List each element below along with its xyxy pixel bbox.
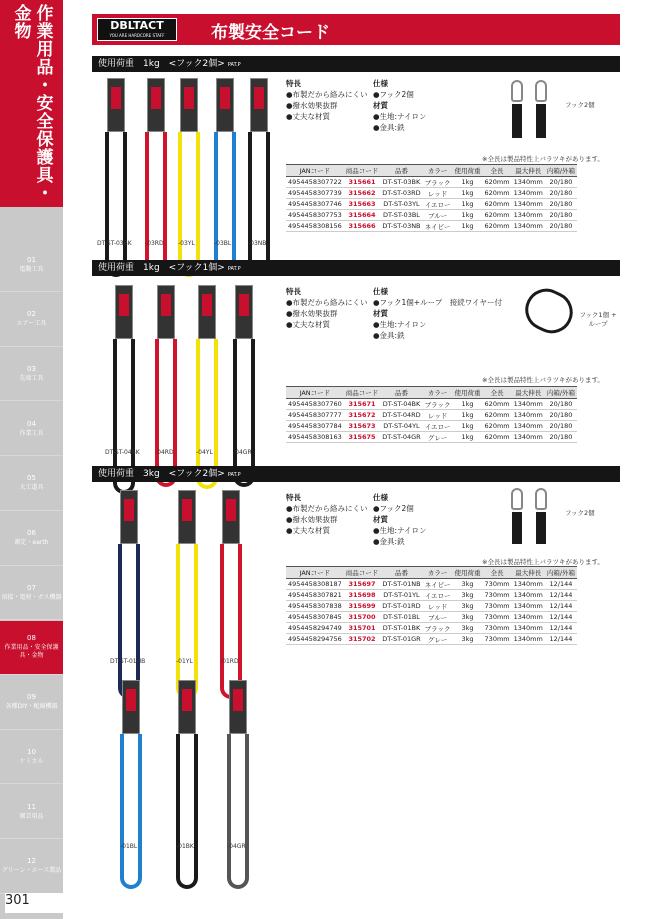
table-cell: 620mm [484, 189, 510, 197]
table-row [286, 210, 577, 221]
table-cell: 620mm [484, 433, 510, 441]
image-label-3: フック2個 [565, 509, 595, 517]
product-label: -04RD [155, 449, 174, 456]
sidebar-tab[interactable]: 08 作業用品・安全保護具・金物 [0, 621, 63, 675]
table-row [286, 399, 577, 410]
table-row [286, 221, 577, 232]
product-label: DT-ST-04BK [105, 449, 140, 456]
table-cell: 1340mm [513, 624, 543, 632]
product-label: -03RD [145, 240, 164, 247]
product-table-3 [286, 566, 577, 645]
table-cell: 730mm [484, 580, 510, 588]
table-cell: 315699 [344, 601, 381, 612]
table-cell: DT-ST-01BL [380, 612, 422, 623]
table-cell: 1kg [453, 177, 483, 188]
table-cell: 3kg [453, 601, 483, 612]
column-header: 内箱/外箱 [545, 387, 577, 399]
table-header-row [286, 387, 577, 399]
spec-2: 仕様 ●フック1個+ループ 接続ワイヤー付 材質 ●生地:ナイロン ●金具:鉄 [373, 287, 502, 340]
table-cell: 1kg [453, 221, 483, 232]
table-cell: 315662 [344, 188, 381, 199]
table-row [286, 421, 577, 432]
table-row [286, 188, 577, 199]
column-header: 最大伸長 [512, 387, 545, 399]
features-2: 特長 ●布製だから絡みにくい ●撥水効果抜群 ●丈夫な材質 [286, 287, 368, 329]
table-cell: 4954458307739 [288, 189, 342, 197]
sidebar-category [0, 0, 63, 207]
table-cell: 12/144 [545, 623, 577, 634]
table-cell: ブラック [424, 624, 451, 633]
table-cell: DT-ST-03BK [380, 177, 422, 188]
table-cell: 1340mm [513, 200, 543, 208]
table-cell: DT-ST-01RD [380, 601, 422, 612]
table-row [286, 177, 577, 188]
table-cell: レッド [423, 188, 453, 199]
section-bar-2: 使用荷重 1kg <フック1個> PAT.P [92, 260, 620, 276]
table-cell: 315666 [344, 221, 381, 232]
loop-cord-image [518, 282, 579, 340]
product-label: -03NB [248, 240, 267, 247]
length-note-2: ※全長は製品特性上バラツキがあります。 [482, 376, 604, 384]
table-cell: ネイビー [423, 221, 453, 232]
hook-icon [535, 80, 547, 102]
table-cell: 730mm [484, 624, 510, 632]
column-header: JANコード [286, 165, 344, 177]
spec-1: 仕様 ●フック2個 材質 ●生地:ナイロン ●金具:鉄 [373, 79, 427, 132]
column-header: 最大伸長 [512, 567, 545, 579]
column-header: 品番 [380, 387, 422, 399]
column-header: カラー [423, 387, 453, 399]
table-cell: 12/144 [545, 579, 577, 590]
table-cell: DT-ST-03NB [380, 221, 422, 232]
table-cell: ブラック [424, 400, 451, 409]
image-label-2: フック1個 + ループ [579, 311, 617, 328]
table-cell: 3kg [453, 634, 483, 645]
table-cell: 1340mm [513, 580, 543, 588]
table-cell: ブラック [424, 178, 451, 187]
table-row [286, 410, 577, 421]
table-cell: イエロー [423, 421, 453, 432]
table-cell: DT-ST-01YL [380, 590, 422, 601]
table-cell: 1340mm [513, 178, 543, 186]
table-cell: 4954458294749 [288, 624, 342, 632]
table-cell: 620mm [484, 222, 510, 230]
table-cell: 730mm [484, 613, 510, 621]
column-header: 商品コード [344, 567, 381, 579]
brand-logo: DBLTACT YOU ARE HARDCORE STAFF [97, 18, 177, 41]
strap-image [512, 512, 522, 544]
table-cell: イエロー [423, 199, 453, 210]
table-cell: DT-ST-03BL [380, 210, 422, 221]
sidebar-tab[interactable]: 05 大工道具 [0, 457, 63, 511]
table-cell: ネイビー [423, 579, 453, 590]
strap-image [536, 104, 546, 138]
column-header: 品番 [380, 567, 422, 579]
column-header: 使用荷重 [453, 567, 483, 579]
column-header: 全長 [483, 387, 512, 399]
table-cell: DT-ST-04RD [380, 410, 422, 421]
table-cell: 1340mm [513, 211, 543, 219]
product-label: -03YL [178, 240, 195, 247]
sidebar-tab[interactable]: 06 測定・earth [0, 512, 63, 566]
strap-image [536, 512, 546, 544]
table-row [286, 601, 577, 612]
page-title: 布製安全コード [211, 23, 330, 43]
table-cell: 4954458307821 [288, 591, 342, 599]
table-cell: 1340mm [513, 189, 543, 197]
sidebar-tab[interactable]: 07 溶接・電材・ガス機器 [0, 566, 63, 620]
table-cell: 1340mm [513, 422, 543, 430]
table-cell: 4954458307777 [288, 411, 342, 419]
section-bar-3: 使用荷重 3kg <フック2個> PAT.P [92, 466, 620, 482]
product-label: -03BL [214, 240, 232, 247]
product-label: -04YL [196, 449, 213, 456]
product-label: -01YL [176, 658, 193, 665]
table-cell: 12/144 [545, 612, 577, 623]
column-header: 内箱/外箱 [545, 165, 577, 177]
table-cell: レッド [423, 410, 453, 421]
sidebar-tab[interactable]: 10 ケミカル [0, 730, 63, 784]
table-cell: 730mm [484, 602, 510, 610]
table-cell: 1kg [453, 421, 483, 432]
table-cell: 20/180 [545, 421, 577, 432]
sidebar [0, 0, 63, 919]
table-cell: グレー [423, 432, 453, 443]
table-cell: 20/180 [545, 432, 577, 443]
table-row [286, 634, 577, 645]
column-header: 最大伸長 [512, 165, 545, 177]
table-row [286, 623, 577, 634]
table-cell: 3kg [453, 623, 483, 634]
table-cell: 1340mm [513, 400, 543, 408]
table-cell: 1kg [453, 410, 483, 421]
features-1: 特長 ●布製だから絡みにくい ●撥水効果抜群 ●丈夫な材質 [286, 79, 368, 121]
table-cell: 315698 [344, 590, 381, 601]
table-cell: 620mm [484, 211, 510, 219]
table-row [286, 432, 577, 443]
table-cell: 20/180 [545, 210, 577, 221]
table-cell: 315701 [344, 623, 381, 634]
table-cell: DT-ST-04GR [382, 433, 421, 441]
table-cell: 1kg [453, 199, 483, 210]
table-row [286, 612, 577, 623]
table-cell: グレー [423, 634, 453, 645]
table-cell: 12/144 [545, 590, 577, 601]
hook-icon [535, 488, 547, 510]
sidebar-tab[interactable]: 03 先端工具 [0, 347, 63, 401]
product-label: -04GR [233, 449, 252, 456]
table-cell: DT-ST-03RD [382, 189, 421, 197]
table-cell: 620mm [484, 400, 510, 408]
table-cell: 315673 [344, 421, 381, 432]
column-header: 全長 [483, 567, 512, 579]
table-cell: 1kg [453, 188, 483, 199]
table-cell: 620mm [484, 422, 510, 430]
spec-3: 仕様 ●フック2個 材質 ●生地:ナイロン ●金具:鉄 [373, 493, 427, 546]
table-cell: 730mm [484, 635, 510, 643]
column-header: JANコード [286, 387, 344, 399]
table-cell: 315702 [344, 634, 381, 645]
sidebar-tab[interactable]: 04 作業工具 [0, 402, 63, 456]
length-note-3: ※全長は製品特性上バラツキがあります。 [482, 558, 604, 566]
hook-icon [511, 80, 523, 102]
sidebar-tab[interactable]: 09 各種DIY・配線機器 [0, 676, 63, 730]
table-cell: 4954458308156 [288, 222, 342, 230]
column-header: 全長 [483, 165, 512, 177]
table-cell: DT-ST-01NB [380, 579, 422, 590]
table-cell: イエロー [423, 590, 453, 601]
table-cell: 315671 [344, 399, 381, 410]
product-table-2 [286, 386, 577, 443]
table-cell: 620mm [484, 411, 510, 419]
table-cell: 4954458307784 [288, 422, 342, 430]
table-cell: 4954458307838 [288, 602, 342, 610]
table-cell: 4954458307845 [288, 613, 342, 621]
table-cell: 1340mm [513, 591, 543, 599]
product-label: DT-ST-01NB [110, 658, 146, 665]
page-header [92, 14, 620, 45]
table-cell: 315663 [344, 199, 381, 210]
sidebar-tab[interactable]: 02 エアー工具 [0, 293, 63, 347]
table-cell: 20/180 [545, 399, 577, 410]
product-table-1 [286, 164, 577, 232]
table-cell: レッド [423, 601, 453, 612]
table-cell: 620mm [484, 178, 510, 186]
sidebar-tab[interactable]: 11 園芸用品 [0, 785, 63, 839]
table-cell: 1340mm [513, 613, 543, 621]
table-cell: 730mm [484, 591, 510, 599]
product-label: DT-ST-03BK [97, 240, 132, 247]
table-cell: 3kg [453, 590, 483, 601]
table-cell: 12/144 [545, 634, 577, 645]
table-cell: DT-ST-03YL [380, 199, 422, 210]
table-cell: DT-ST-04YL [380, 421, 422, 432]
product-label: -04GR [227, 843, 246, 850]
table-row [286, 590, 577, 601]
table-cell: 315661 [344, 177, 381, 188]
table-cell: 1340mm [513, 635, 543, 643]
table-row [286, 579, 577, 590]
table-cell: 1340mm [513, 411, 543, 419]
table-cell: 1kg [453, 210, 483, 221]
column-header: カラー [423, 567, 453, 579]
column-header: カラー [423, 165, 453, 177]
table-cell: 20/180 [545, 177, 577, 188]
table-cell: 315675 [344, 432, 381, 443]
table-cell: 315672 [344, 410, 381, 421]
table-cell: 315664 [344, 210, 381, 221]
sidebar-title: 作業用品・安全保護具・金物 [10, 4, 53, 202]
table-cell: 4954458294756 [288, 635, 342, 643]
table-cell: 4954458307722 [288, 178, 342, 186]
page-number: 301 [5, 893, 63, 913]
hook-icon [511, 488, 523, 510]
table-cell: 1kg [453, 432, 483, 443]
table-header-row [286, 165, 577, 177]
product-label: -01RD [220, 658, 239, 665]
table-cell: 315697 [344, 579, 381, 590]
table-cell: 4954458308187 [288, 580, 342, 588]
table-cell: 4954458307746 [288, 200, 342, 208]
table-cell: ブルー [423, 612, 453, 623]
table-cell: 4954458308163 [288, 433, 342, 441]
strap-image [512, 104, 522, 138]
table-cell: 20/180 [545, 199, 577, 210]
table-cell: DT-ST-01BK [380, 623, 422, 634]
table-row [286, 199, 577, 210]
section-bar-1: 使用荷重 1kg <フック2個> PAT.P [92, 56, 620, 72]
column-header: 使用荷重 [453, 387, 483, 399]
table-cell: ブルー [423, 210, 453, 221]
sidebar-tab[interactable]: 12 グリーン・エース製品 [0, 840, 63, 894]
column-header: 内箱/外箱 [545, 567, 577, 579]
column-header: 商品コード [344, 387, 381, 399]
table-cell: DT-ST-01GR [382, 635, 421, 643]
table-cell: 620mm [484, 200, 510, 208]
column-header: 使用荷重 [453, 165, 483, 177]
table-cell: DT-ST-04BK [380, 399, 422, 410]
features-3: 特長 ●布製だから絡みにくい ●撥水効果抜群 ●丈夫な材質 [286, 493, 368, 535]
length-note-1: ※全長は製品特性上バラツキがあります。 [482, 155, 604, 163]
table-cell: 12/144 [545, 601, 577, 612]
table-header-row [286, 567, 577, 579]
table-cell: 315700 [344, 612, 381, 623]
table-cell: 20/180 [545, 221, 577, 232]
product-label: -01BL [120, 843, 138, 850]
column-header: 品番 [380, 165, 422, 177]
table-cell: 1kg [453, 399, 483, 410]
table-cell: 1340mm [513, 222, 543, 230]
column-header: 商品コード [344, 165, 381, 177]
table-cell: 1340mm [513, 602, 543, 610]
image-label-1: フック2個 [565, 101, 595, 109]
column-header: JANコード [286, 567, 344, 579]
sidebar-tab[interactable]: 01 電動工具 [0, 238, 63, 292]
table-cell: 20/180 [545, 410, 577, 421]
table-cell: 1340mm [513, 433, 543, 441]
product-label: -01BK [176, 843, 194, 850]
table-cell: 3kg [453, 612, 483, 623]
table-cell: 20/180 [545, 188, 577, 199]
table-cell: 4954458307753 [288, 211, 342, 219]
table-cell: 3kg [453, 579, 483, 590]
table-cell: 4954458307760 [288, 400, 342, 408]
